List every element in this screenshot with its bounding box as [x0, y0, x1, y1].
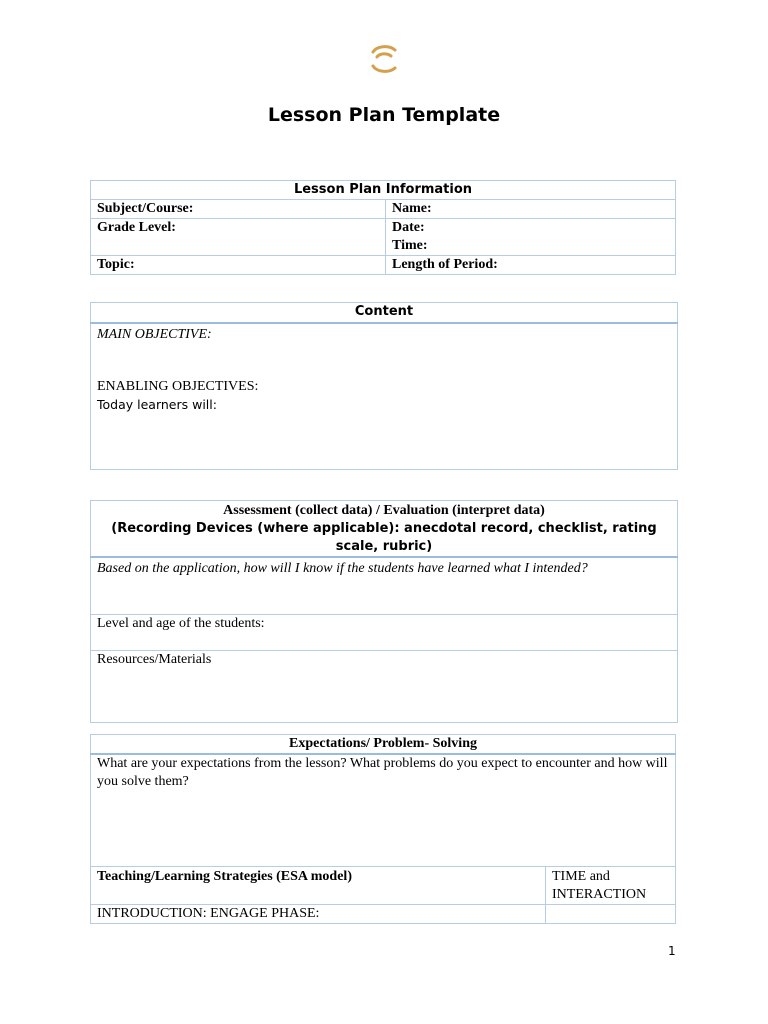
today-learners-label: Today learners will:: [97, 396, 217, 412]
name-field[interactable]: Name:: [386, 200, 676, 219]
time-interaction-field[interactable]: TIME and INTERACTION: [546, 866, 676, 904]
resources-materials-field[interactable]: Resources/Materials: [91, 650, 678, 722]
level-age-field[interactable]: Level and age of the students:: [91, 614, 678, 650]
time-label: Time:: [392, 238, 428, 253]
assessment-header-line1: Assessment (collect data) / Evaluation (interpret data): [223, 503, 545, 518]
learning-evidence-field[interactable]: Based on the application, how will I know if the students have learned what I intended?: [91, 557, 678, 614]
lesson-plan-info-table: [90, 180, 676, 275]
date-label: Date:: [392, 220, 425, 235]
introduction-time-field[interactable]: [546, 904, 676, 923]
brand-logo-icon: [366, 38, 402, 78]
info-table-header: Lesson Plan Information: [91, 181, 676, 200]
assessment-header-line2: (Recording Devices (where applicable): anecdotal record, checklist, rating scale, rubric): [111, 521, 657, 554]
expectations-field[interactable]: What are your expectations from the lesson? What problems do you expect to encounter and how will you solve them?: [91, 754, 676, 866]
date-time-field[interactable]: [386, 219, 676, 256]
grade-level-field[interactable]: Grade Level:: [91, 219, 386, 256]
content-body-field[interactable]: [91, 323, 678, 470]
length-of-period-field[interactable]: Length of Period:: [386, 256, 676, 275]
main-objective-label: MAIN OBJECTIVE:: [97, 326, 212, 342]
topic-field[interactable]: Topic:: [91, 256, 386, 275]
expectations-table: [90, 734, 676, 924]
content-table: [90, 302, 678, 470]
document-title: Lesson Plan Template: [267, 104, 501, 126]
enabling-objectives-label: ENABLING OBJECTIVES:: [97, 378, 259, 394]
subject-course-field[interactable]: Subject/Course:: [91, 200, 386, 219]
introduction-engage-field[interactable]: INTRODUCTION: ENGAGE PHASE:: [91, 904, 546, 923]
assessment-table: [90, 500, 678, 723]
assessment-table-header: [91, 501, 678, 558]
content-table-header: Content: [91, 303, 678, 323]
strategies-field[interactable]: Teaching/Learning Strategies (ESA model): [91, 866, 546, 904]
page-number: 1: [668, 944, 676, 958]
expectations-table-header: Expectations/ Problem- Solving: [91, 735, 676, 755]
